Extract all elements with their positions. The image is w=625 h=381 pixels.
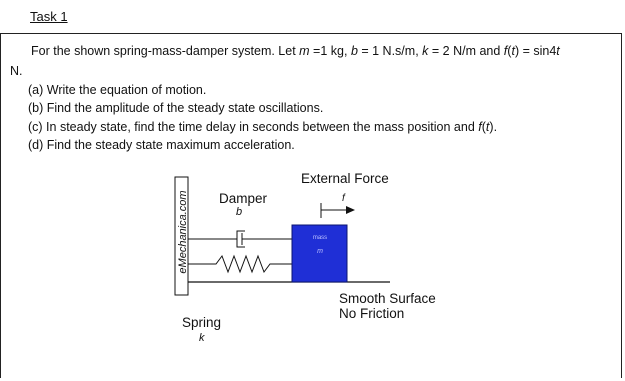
- question-b: (b) Find the amplitude of the steady state oscillations.: [28, 101, 324, 115]
- no-friction-label: No Friction: [339, 306, 405, 321]
- damper-symbol-label: b: [236, 206, 243, 218]
- question-d: (d) Find the steady state maximum acceleration.: [28, 138, 295, 152]
- time-variable-2: t: [556, 44, 560, 58]
- question-c-lparen: (: [481, 120, 486, 134]
- question-c-f: f: [478, 120, 482, 134]
- stiffness-value: = 2 N/m and: [428, 44, 504, 58]
- stiffness-variable: k: [422, 44, 429, 58]
- mass-text: mass: [312, 235, 328, 241]
- damper-symbol: [188, 231, 292, 247]
- question-a: (a) Write the equation of motion.: [28, 83, 207, 97]
- force-open-paren: (: [507, 44, 512, 58]
- smooth-surface-label: Smooth Surface: [339, 291, 436, 306]
- external-force-label: External Force: [301, 171, 389, 186]
- intro-text: For the shown spring-mass-damper system. Let: [31, 44, 300, 58]
- question-c-t: t: [485, 120, 490, 134]
- time-variable: t: [511, 44, 515, 58]
- watermark-text: eMechanica.com: [177, 190, 189, 274]
- question-c-text: (c) In steady state, find the time delay in seconds between the mass position and: [28, 120, 479, 134]
- mass-value: =1 kg,: [309, 44, 351, 58]
- mass-symbol: m: [317, 248, 323, 255]
- force-equation: ) = sin4: [514, 44, 557, 58]
- force-symbol: f: [342, 193, 345, 204]
- force-arrow: [321, 203, 348, 218]
- task-title: Task 1: [30, 9, 68, 24]
- spring-symbol-label: k: [199, 332, 205, 344]
- force-variable: f: [503, 44, 508, 58]
- damping-variable: b: [350, 44, 358, 58]
- spring-label: Spring: [182, 315, 222, 330]
- mass-variable: m: [299, 44, 310, 58]
- spring-symbol: [188, 256, 292, 272]
- damper-label: Damper: [219, 191, 268, 206]
- statement-continuation: N.: [10, 64, 23, 78]
- question-c-end: ).: [489, 120, 498, 134]
- damping-value: = 1 N.s/m,: [357, 44, 423, 58]
- force-arrowhead: [346, 206, 355, 214]
